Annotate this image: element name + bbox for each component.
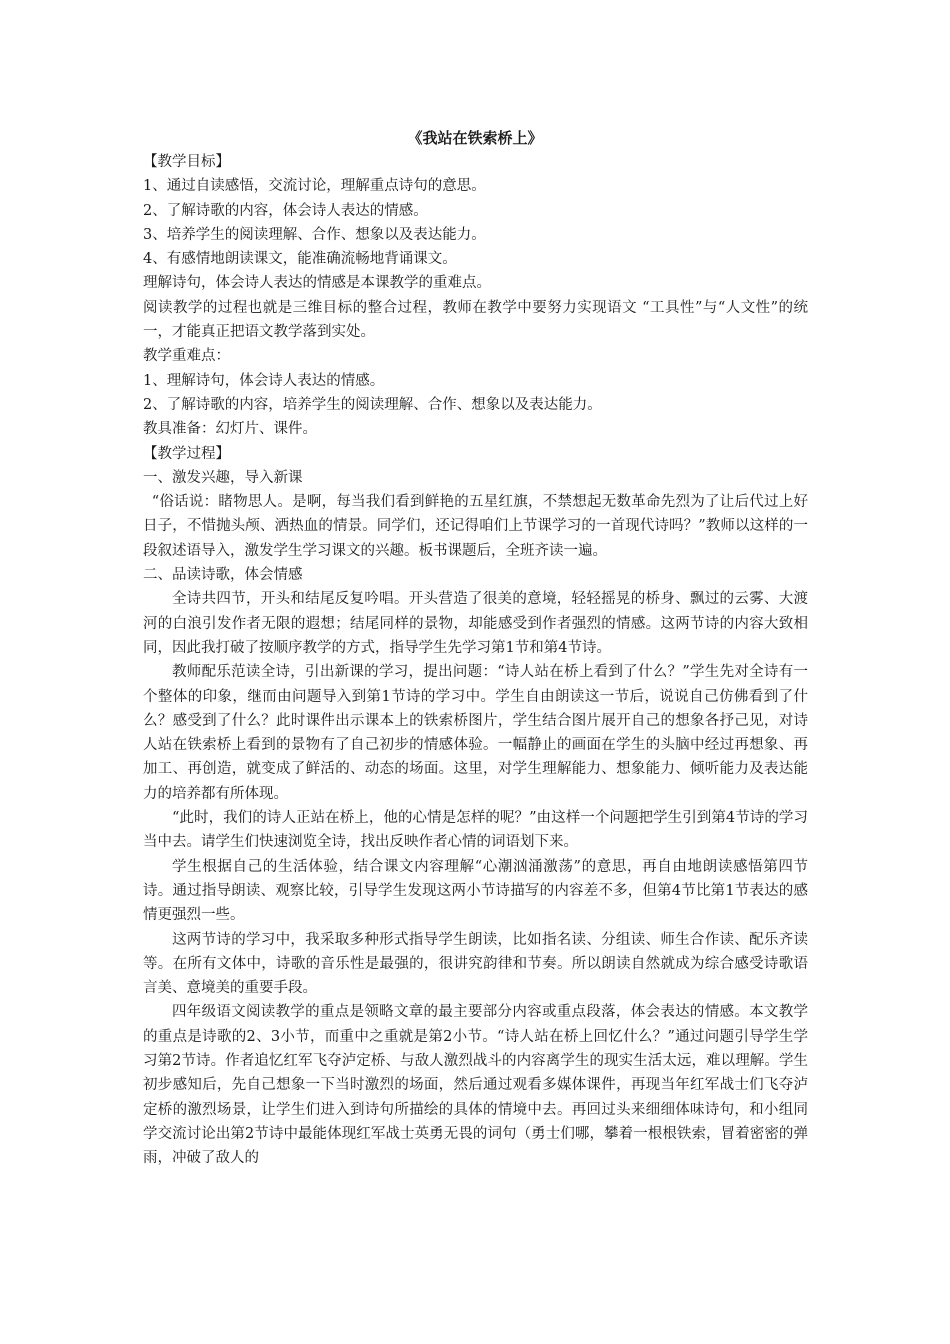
document-title: 《我站在铁索桥上》 bbox=[407, 129, 543, 147]
body-paragraph: 四年级语文阅读教学的重点是领略文章的最主要部分内容或重点段落，体会表达的情感。本文教学的重点是诗歌的2、3小节，而重中之重就是第2小节。“诗人站在桥上回忆什么？”通过问题引导学生学习第2节诗。作者追忆红军飞夺泸定桥、与敌人激烈战斗的内容离学生的现实生活太远，难以理解。学生初步感知后，先自己想象一下当时激烈的场面，然后通过观看多媒体课件，再现当年红军战士们飞夺泸定桥的激烈场景，让学生们进入到诗句所描绘的具体的情境中去。再回过头来细细体味诗句，和小组同学交流讨论出第2节诗中最能体现红军战士英勇无畏的词句（勇士们哪，攀着一根根铁索，冒着密密的弹雨，冲破了敌人的 bbox=[143, 1004, 808, 1167]
body-paragraph: 这两节诗的学习中，我采取多种形式指导学生朗读，比如指名读、分组读、师生合作读、配乐齐读等。在所有文体中，诗歌的音乐性是最强的，很讲究韵律和节奏。所以朗读自然就成为综合感受诗歌语言美、意境美的重要手段。 bbox=[143, 931, 808, 997]
body-paragraph: “此时，我们的诗人正站在桥上，他的心情是怎样的呢？”由这样一个问题把学生引到第4节诗的学习当中去。请学生们快速浏览全诗，找出反映作者心情的词语划下来。 bbox=[143, 810, 808, 851]
document-body bbox=[143, 150, 808, 1170]
tools-line: 教具准备：幻灯片、课件。 bbox=[143, 421, 317, 438]
goals-heading: 【教学目标】 bbox=[143, 154, 230, 170]
step-heading: 二、品读诗歌，体会情感 bbox=[143, 567, 303, 584]
process-heading: 【教学过程】 bbox=[143, 445, 230, 462]
difficulty-item: 1、理解诗句，体会诗人表达的情感。 bbox=[143, 372, 385, 389]
step-paragraph: “俗话说：睹物思人。是啊，每当我们看到鲜艳的五星红旗，不禁想起无数革命先烈为了让后代过上好日子，不惜抛头颅、洒热血的情景。同学们，还记得咱们上节课学习的一首现代诗吗？”教师以这样的一段叙述语导入，激发学生学习课文的兴趣。板书课题后，全班齐读一遍。 bbox=[143, 494, 808, 559]
body-paragraph: 教师配乐范读全诗，引出新课的学习，提出问题：“诗人站在桥上看到了什么？”学生先对全诗有一个整体的印象，继而由问题导入到第1节诗的学习中。学生自由朗读这一节后，说说自己仿佛看到了什么？感受到了什么？此时课件出示课本上的铁索桥图片，学生结合图片展开自己的想象各抒己见，对诗人站在铁索桥上看到的景物有了自己初步的情感体验。一幅静止的画面在学生的头脑中经过再想象、再加工、再创造，就变成了鲜活的、动态的场面。这里，对学生理解能力、想象能力、倾听能力及表达能力的培养都有所体现。 bbox=[143, 664, 808, 802]
difficulties-heading: 教学重难点： bbox=[143, 348, 230, 365]
body-paragraph: 学生根据自己的生活体验，结合课文内容理解“心潮汹涌激荡”的意思，再自由地朗读感悟第四节诗。通过指导朗读、观察比较，引导学生发现这两小节诗描写的内容差不多，但第4节比第1节表达的感情更强烈一些。 bbox=[143, 858, 808, 924]
goal-item: 1、通过自读感悟，交流讨论，理解重点诗句的意思。 bbox=[143, 178, 486, 195]
goal-item: 3、培养学生的阅读理解、合作、想象以及表达能力。 bbox=[143, 226, 486, 243]
body-paragraph: 全诗共四节，开头和结尾反复吟唱。开头营造了很美的意境，轻轻摇晃的桥身、飘过的云雾、大渡河的白浪引发作者无限的遐想；结尾同样的景物，却能感受到作者强烈的情感。这两节诗的内容大致相同，因此我打破了按顺序教学的方式，指导学生先学习第1节和第4节诗。 bbox=[143, 591, 808, 656]
note-paragraph: 理解诗句，体会诗人表达的情感是本课教学的重难点。 bbox=[143, 275, 491, 292]
goal-item: 2、了解诗歌的内容，体会诗人表达的情感。 bbox=[143, 202, 428, 219]
note-paragraph: 阅读教学的过程也就是三维目标的整合过程，教师在教学中要努力实现语文 “工具性”与“人文性”的统一，才能真正把语文教学落到实处。 bbox=[143, 299, 808, 341]
step-heading: 一、激发兴趣，导入新课 bbox=[143, 469, 303, 486]
difficulty-item: 2、了解诗歌的内容，培养学生的阅读理解、合作、想象以及表达能力。 bbox=[143, 396, 602, 413]
goal-item: 4、有感情地朗读课文，能准确流畅地背诵课文。 bbox=[143, 251, 457, 268]
